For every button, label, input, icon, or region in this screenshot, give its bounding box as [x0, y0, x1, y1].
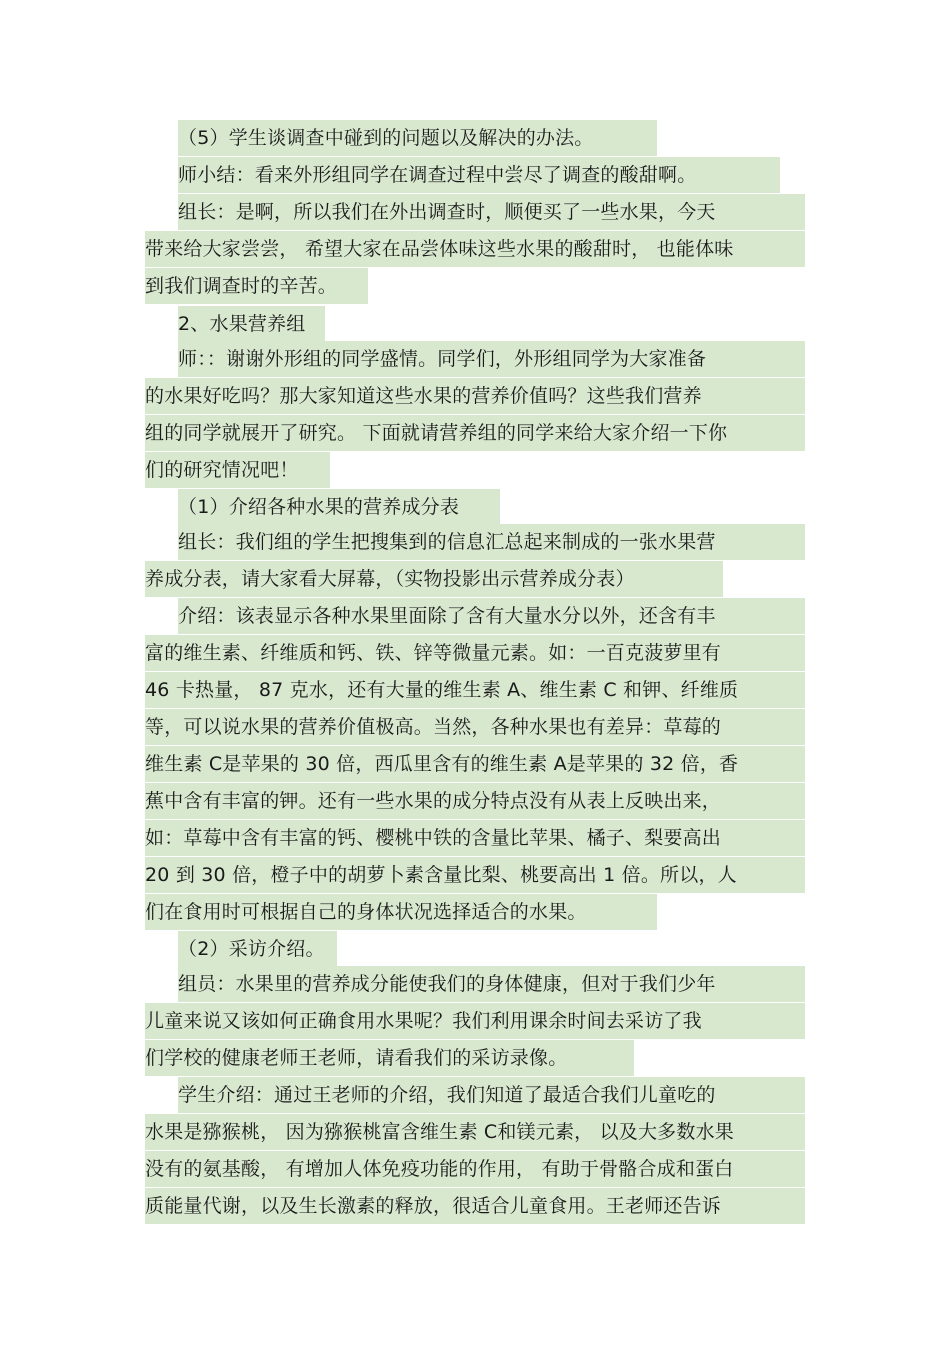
text-line-content: 组员：水果里的营养成分能使我们的身体健康，但对于我们少年: [178, 973, 716, 995]
text-line-content: 没有的氨基酸， 有增加人体免疫功能的作用， 有助于骨骼合成和蛋白: [145, 1158, 734, 1180]
text-line: [145, 415, 805, 451]
text-line-content: 带来给大家尝尝， 希望大家在品尝体味这些水果的酸甜时， 也能体味: [145, 238, 734, 260]
text-line-content: 组长：我们组的学生把搜集到的信息汇总起来制成的一张水果营: [178, 531, 716, 553]
text-line-content: 蕉中含有丰富的钾。还有一些水果的成分特点没有从表上反映出来，: [145, 790, 722, 812]
text-line: [145, 894, 657, 930]
text-line-content: 到我们调查时的辛苦。: [145, 275, 338, 297]
text-line-content: 们的研究情况吧！: [145, 459, 299, 481]
text-line-content: 养成分表，请大家看大屏幕，（实物投影出示营养成分表）: [145, 568, 635, 590]
text-line-content: 富的维生素、纤维质和钙、铁、锌等微量元素。如：一百克菠萝里有: [145, 642, 722, 664]
text-line: [178, 306, 325, 342]
text-line: [145, 1188, 805, 1224]
text-line: [145, 1151, 805, 1187]
text-line: [178, 489, 500, 525]
text-line-content: （5）学生谈调查中碰到的问题以及解决的办法。: [178, 127, 594, 149]
text-line: [178, 194, 805, 230]
text-line-content: 们学校的健康老师王老师，请看我们的采访录像。: [145, 1047, 568, 1069]
text-line: [178, 966, 805, 1002]
text-line-content: 2、水果营养组: [178, 313, 306, 335]
text-line: [145, 268, 368, 304]
text-line-content: 师小结：看来外形组同学在调查过程中尝尽了调查的酸甜啊。: [178, 164, 697, 186]
text-line-content: 如：草莓中含有丰富的钙、樱桃中铁的含量比苹果、橘子、梨要高出: [145, 827, 722, 849]
text-line: [145, 452, 330, 488]
text-line: [145, 561, 723, 597]
text-line: [145, 672, 805, 708]
text-line: [178, 157, 780, 193]
text-line-content: 46 卡热量， 87 克水，还有大量的维生素 A、维生素 C 和钾、纤维质: [145, 679, 739, 701]
text-line: [145, 1040, 634, 1076]
text-line: [145, 231, 805, 267]
text-line-content: 组的同学就展开了研究。 下面就请营养组的同学来给大家介绍一下你: [145, 422, 728, 444]
text-line-content: 的水果好吃吗？那大家知道这些水果的营养价值吗？这些我们营养: [145, 385, 702, 407]
text-line: [178, 1077, 805, 1113]
text-line: [178, 931, 337, 967]
text-line: [145, 783, 805, 819]
text-line: [145, 746, 805, 782]
text-line: [178, 341, 805, 377]
text-line-content: （1）介绍各种水果的营养成分表: [178, 496, 460, 518]
text-line: [145, 857, 805, 893]
text-line: [145, 1114, 805, 1150]
text-line-content: 质能量代谢，以及生长激素的释放，很适合儿童食用。王老师还告诉: [145, 1195, 722, 1217]
text-line-content: 水果是猕猴桃， 因为猕猴桃富含维生素 C和镁元素， 以及大多数水果: [145, 1121, 734, 1143]
text-line-content: 师：：谢谢外形组的同学盛情。同学们，外形组同学为大家准备: [178, 348, 707, 370]
text-line-content: 维生素 C是苹果的 30 倍，西瓜里含有的维生素 A是苹果的 32 倍，香: [145, 753, 739, 775]
text-line-content: 等，可以说水果的营养价值极高。当然，各种水果也有差异：草莓的: [145, 716, 722, 738]
text-line-content: （2）采访介绍。: [178, 938, 325, 960]
text-line: [145, 378, 805, 414]
text-line: [145, 635, 805, 671]
text-line-content: 儿童来说又该如何正确食用水果呢？我们利用课余时间去采访了我: [145, 1010, 702, 1032]
text-line: [178, 598, 805, 634]
text-line: [145, 1003, 805, 1039]
text-line: [145, 709, 805, 745]
text-line: [178, 524, 805, 560]
text-line-content: 20 到 30 倍，橙子中的胡萝卜素含量比梨、桃要高出 1 倍。所以，人: [145, 864, 737, 886]
text-line: [145, 820, 805, 856]
text-line-content: 介绍：该表显示各种水果里面除了含有大量水分以外，还含有丰: [178, 605, 716, 627]
text-line-content: 们在食用时可根据自己的身体状况选择适合的水果。: [145, 901, 587, 923]
text-line: [178, 120, 657, 156]
text-line-content: 学生介绍：通过王老师的介绍，我们知道了最适合我们儿童吃的: [178, 1084, 716, 1106]
text-line-content: 组长：是啊，所以我们在外出调查时，顺便买了一些水果，今天: [178, 201, 716, 223]
